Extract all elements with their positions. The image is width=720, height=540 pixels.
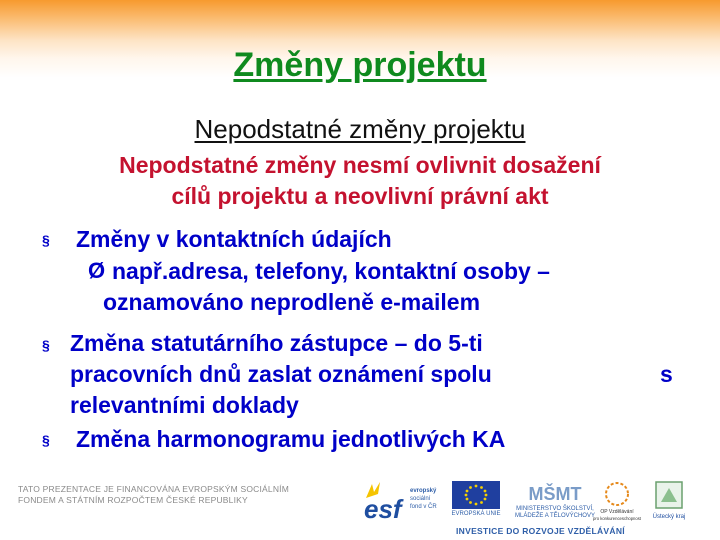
bullet-item-statutory-line-2-tail: s: [660, 361, 673, 387]
op-circle-icon: [606, 483, 628, 505]
sub-bullet-arrow-icon: Ø: [88, 258, 106, 283]
intro-text: [60, 150, 660, 212]
esf-caption-1: evropský: [410, 488, 437, 494]
bullet-item-contact-changes: Změny v kontaktních údajích: [76, 226, 392, 252]
intro-line-1: Nepodstatné změny nesmí ovlivnit dosažení: [119, 152, 601, 178]
bullet-marker: §: [42, 432, 50, 448]
eu-caption: EVROPSKÁ UNIE: [451, 511, 501, 517]
funding-notice: [18, 484, 338, 506]
bullet-item-statutory-line-3: relevantními doklady: [70, 392, 299, 418]
esf-logo: [362, 478, 444, 524]
bullet-marker: §: [42, 337, 50, 353]
bullet-marker: §: [42, 232, 50, 248]
ustecky-kraj-logo: [648, 480, 690, 524]
bullet-item-statutory-line-2: pracovních dnů zaslat oznámení spolu: [70, 361, 492, 387]
slide-subtitle: Nepodstatné změny projektu: [194, 114, 526, 144]
msmt-caption-2: MLÁDEŽE A TĚLOVÝCHOVY: [515, 513, 595, 519]
intro-line-2: cílů projektu a neovlivní právní akt: [171, 183, 549, 209]
msmt-logo: [515, 480, 595, 522]
esf-caption-2: sociální: [410, 496, 431, 502]
investment-slogan: INVESTICE DO ROZVOJE VZDĚLÁVÁNÍ: [456, 526, 625, 536]
esf-caption-3: fond v ČR: [410, 504, 437, 510]
op-caption-2: pro konkurenceschopnost: [593, 516, 641, 521]
bullet-item-schedule-change: Změna harmonogramu jednotlivých KA: [76, 426, 506, 452]
sub-bullet-item-line-1: např.adresa, telefony, kontaktní osoby –: [112, 258, 550, 284]
op-education-logo: [594, 480, 640, 524]
region-caption: Ústecký kraj: [652, 514, 686, 520]
msmt-wordmark-icon: MŠMT: [528, 484, 582, 504]
slide-title: Změny projektu: [233, 46, 487, 84]
op-caption-1: OP Vzdělávání: [600, 509, 634, 515]
bullet-item-statutory-line-1: Změna statutárního zástupce – do 5-ti: [70, 330, 483, 356]
funding-notice-line-2: FONDEM A STÁTNÍM ROZPOČTEM ČESKÉ REPUBLIKY: [18, 495, 248, 505]
funding-notice-line-1: TATO PREZENTACE JE FINANCOVÁNA EVROPSKÝM SOCIÁLNÍM: [18, 484, 290, 494]
msmt-caption-1: MINISTERSTVO ŠKOLSTVÍ,: [516, 506, 594, 512]
eu-flag-logo: [450, 481, 502, 517]
esf-wordmark: esf: [364, 494, 402, 524]
sub-bullet-item-line-2: oznamováno neprodleně e-mailem: [103, 289, 481, 315]
